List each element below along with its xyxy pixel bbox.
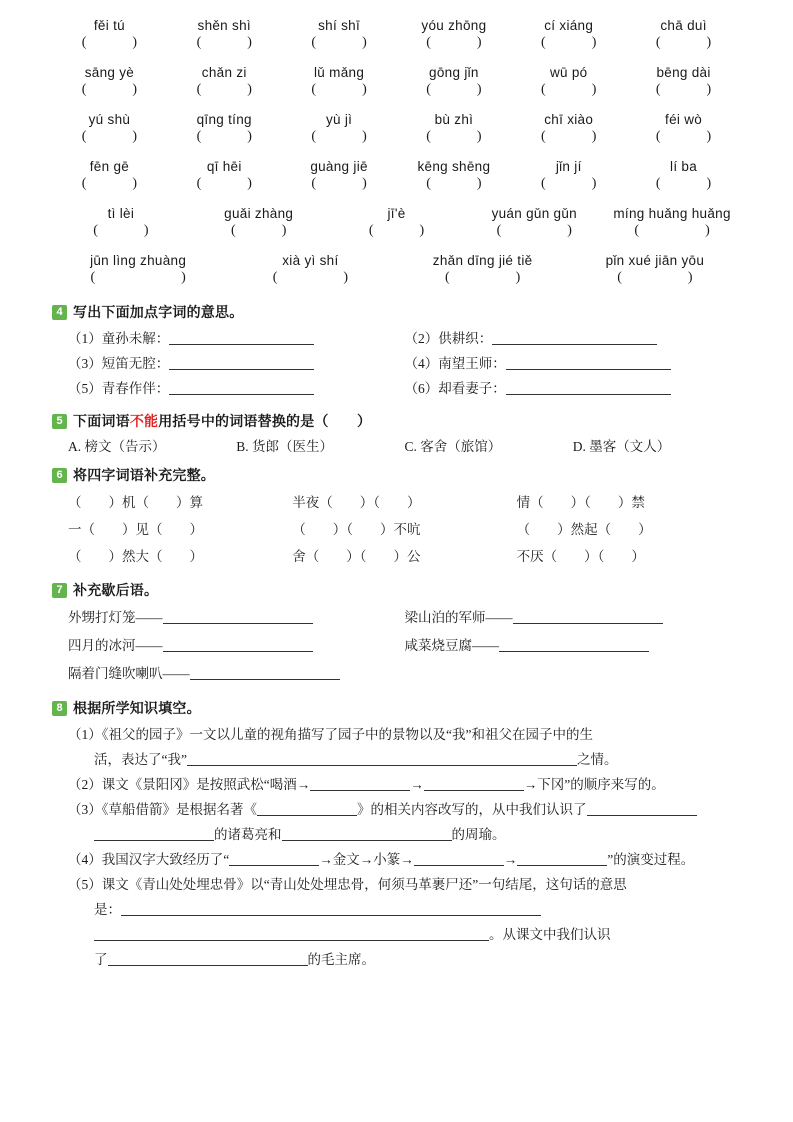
idiom-blank[interactable]: （ ）然大（ ） xyxy=(68,549,203,564)
q8-item-2-text: （2）课文《景阳冈》是按照武松“喝酒→ xyxy=(68,777,311,792)
pinyin-word: chī xiào xyxy=(544,112,594,127)
option-c[interactable]: C. 客舍（旅馆） xyxy=(404,439,502,454)
answer-bracket-row xyxy=(52,81,741,104)
answer-line[interactable] xyxy=(506,379,671,395)
question-6 xyxy=(0,465,793,570)
idiom-blank[interactable]: 情（ ）（ ）禁 xyxy=(516,495,645,510)
q8-item-4-mid2: → xyxy=(503,852,518,867)
pinyin-row xyxy=(52,202,741,222)
question-7-header xyxy=(52,580,741,600)
xiehouyu-item xyxy=(68,660,405,688)
question-number-badge: 7 xyxy=(52,583,67,598)
pinyin-word: féi wò xyxy=(665,112,703,127)
q8-item-5-tail: 的毛主席。 xyxy=(307,952,375,967)
pinyin-row xyxy=(52,14,741,34)
answer-line[interactable] xyxy=(163,608,313,624)
pinyin-row xyxy=(52,249,741,269)
answer-bracket[interactable] xyxy=(52,128,167,151)
pinyin-word: guàng jiē xyxy=(310,159,368,174)
answer-bracket[interactable] xyxy=(282,34,397,57)
q4-item-label: （5）青春作伴： xyxy=(68,381,170,396)
pinyin-word: yú shù xyxy=(88,112,131,127)
pinyin-word: tì lèi xyxy=(107,206,135,221)
q8-item-5-line3 xyxy=(68,922,741,947)
pinyin-word: cí xiáng xyxy=(544,18,594,33)
pinyin-row xyxy=(52,155,741,175)
q4-item xyxy=(405,326,742,351)
question-6-title: 将四字词语补充完整。 xyxy=(73,467,215,483)
answer-line[interactable] xyxy=(499,636,649,652)
question-5-title xyxy=(73,411,371,431)
pinyin-word: yóu zhōng xyxy=(421,18,487,33)
q4-item xyxy=(68,326,405,351)
answer-bracket[interactable] xyxy=(328,222,466,245)
q8-item-1-line1: （1）《祖父的园子》一文以儿童的视角描写了园子中的景物以及“我”和祖父在园子中的生 xyxy=(68,727,593,742)
pinyin-row xyxy=(52,61,741,81)
answer-bracket[interactable] xyxy=(224,269,396,292)
answer-bracket[interactable] xyxy=(52,269,224,292)
pinyin-word: jūn lìng zhuàng xyxy=(90,253,187,268)
pinyin-word: chā duì xyxy=(660,18,707,33)
pinyin-word: qīng tíng xyxy=(196,112,252,127)
question-5-options xyxy=(52,435,741,455)
q8-item-1-line2 xyxy=(68,747,741,772)
answer-line[interactable] xyxy=(587,800,697,816)
question-8 xyxy=(0,698,793,972)
answer-line[interactable] xyxy=(492,329,657,345)
q8-item-5-line4 xyxy=(68,947,741,972)
xiehouyu-item xyxy=(405,604,742,632)
pinyin-word: kēng shēng xyxy=(417,159,491,174)
q8-item-3-line2 xyxy=(68,822,741,847)
q8-item-5-mid: 。从课文中我们认识 xyxy=(489,927,611,942)
answer-bracket[interactable] xyxy=(511,34,626,57)
question-8-body xyxy=(52,722,741,972)
answer-bracket[interactable] xyxy=(282,175,397,198)
xiehouyu-label: 咸菜烧豆腐—— xyxy=(404,638,499,653)
question-number-badge: 8 xyxy=(52,701,67,716)
pinyin-word: bēng dài xyxy=(656,65,711,80)
q8-item-3-text: （3）《草船借箭》是根据名著《 xyxy=(68,802,257,817)
answer-bracket[interactable] xyxy=(167,34,282,57)
q4-item-label: （4）南望王师： xyxy=(404,356,506,371)
answer-line[interactable] xyxy=(517,850,607,866)
pinyin-word: xià yì shí xyxy=(282,253,339,268)
pinyin-word: yù jì xyxy=(325,112,353,127)
q5-title-part1: 下面词语 xyxy=(73,413,130,429)
q8-item-5 xyxy=(68,872,741,972)
pinyin-word: gōng jǐn xyxy=(429,65,479,80)
idiom-row xyxy=(68,543,741,570)
pinyin-word: chǎn zi xyxy=(201,65,247,80)
question-7-title: 补充歇后语。 xyxy=(73,582,159,598)
pinyin-word: guǎi zhàng xyxy=(224,206,294,221)
answer-bracket[interactable] xyxy=(626,34,741,57)
question-7-body xyxy=(52,604,741,688)
xiehouyu-label: 隔着门缝吹喇叭—— xyxy=(68,666,190,681)
answer-bracket[interactable] xyxy=(511,81,626,104)
answer-bracket[interactable] xyxy=(465,222,603,245)
answer-line[interactable] xyxy=(414,850,504,866)
q4-item-label: （1）童孙未解： xyxy=(68,331,170,346)
question-4-header xyxy=(52,302,741,322)
answer-line[interactable] xyxy=(121,900,541,916)
pinyin-word: yuán gǔn gǔn xyxy=(491,206,577,221)
answer-line[interactable] xyxy=(94,925,489,941)
pinyin-word: sāng yè xyxy=(84,65,135,80)
answer-bracket-row xyxy=(52,269,741,292)
answer-line[interactable] xyxy=(229,850,319,866)
q8-item-3-mid2: 的诸葛亮和 xyxy=(214,827,282,842)
answer-bracket[interactable] xyxy=(397,269,569,292)
pinyin-word: shí shī xyxy=(318,18,360,33)
q8-item-4-text: （4）我国汉字大致经历了“ xyxy=(68,852,230,867)
q8-item-3 xyxy=(68,797,741,847)
q8-item-4-tail: ”的演变过程。 xyxy=(607,852,695,867)
idiom-blank[interactable]: 不厌（ ）（ ） xyxy=(516,549,645,564)
answer-line[interactable] xyxy=(169,379,314,395)
answer-bracket[interactable] xyxy=(626,128,741,151)
question-6-body xyxy=(52,489,741,570)
answer-bracket[interactable] xyxy=(626,175,741,198)
xiehouyu-item xyxy=(68,632,405,660)
option-a[interactable]: A. 榜文（告示） xyxy=(68,439,166,454)
xiehouyu-label: 四月的冰河—— xyxy=(68,638,163,653)
answer-bracket-row xyxy=(52,222,741,245)
q8-item-5-line2 xyxy=(68,897,741,922)
idiom-row xyxy=(68,489,741,516)
q5-title-part2: 用括号中的词语替换的是（ ） xyxy=(158,413,372,429)
q8-item-3-tail: 的周瑜。 xyxy=(451,827,506,842)
answer-line[interactable] xyxy=(187,750,577,766)
idiom-blank[interactable]: 半夜（ ）（ ） xyxy=(292,495,421,510)
answer-line[interactable] xyxy=(94,825,214,841)
pinyin-word: míng huǎng huǎng xyxy=(613,206,731,221)
xiehouyu-item xyxy=(68,604,405,632)
pinyin-word: shěn shì xyxy=(197,18,251,33)
question-5 xyxy=(0,411,793,455)
pinyin-word: lí ba xyxy=(670,159,698,174)
q8-item-2-tail: →下冈”的顺序来写的。 xyxy=(523,777,665,792)
q8-item-3-mid: 》的相关内容改写的，从中我们认识了 xyxy=(357,802,587,817)
answer-bracket[interactable] xyxy=(190,222,328,245)
idiom-blank[interactable]: 一（ ）见（ ） xyxy=(68,522,203,537)
q8-item-5-text: 是： xyxy=(94,902,121,917)
question-number-badge: 4 xyxy=(52,305,67,320)
answer-bracket[interactable] xyxy=(603,222,741,245)
idiom-row xyxy=(68,516,741,543)
answer-bracket[interactable] xyxy=(167,81,282,104)
q8-item-4 xyxy=(68,847,741,872)
answer-line[interactable] xyxy=(282,825,452,841)
xiehouyu-label: 外甥打灯笼—— xyxy=(68,610,163,625)
question-4-body xyxy=(52,326,741,401)
pinyin-word: jī'è xyxy=(387,206,406,221)
answer-bracket[interactable] xyxy=(282,128,397,151)
question-5-header xyxy=(52,411,741,431)
question-4-row xyxy=(68,376,741,401)
pinyin-word: qī hēi xyxy=(206,159,242,174)
answer-line[interactable] xyxy=(108,950,308,966)
question-6-header xyxy=(52,465,741,485)
answer-bracket[interactable] xyxy=(511,175,626,198)
pinyin-word: zhǎn dīng jié tiě xyxy=(432,253,533,268)
question-number-badge: 6 xyxy=(52,468,67,483)
answer-bracket[interactable] xyxy=(167,175,282,198)
answer-bracket[interactable] xyxy=(52,81,167,104)
answer-bracket[interactable] xyxy=(569,269,741,292)
q4-item-label: （6）却看妻子： xyxy=(404,381,506,396)
option-d[interactable]: D. 墨客（文人） xyxy=(572,439,671,454)
q8-item-1-tail: 之情。 xyxy=(576,752,618,767)
answer-line[interactable] xyxy=(190,664,340,680)
q8-item-2-sep: → xyxy=(410,777,424,792)
answer-bracket[interactable] xyxy=(396,175,511,198)
answer-bracket[interactable] xyxy=(396,128,511,151)
q8-item-5-line1: （5）课文《青山处处埋忠骨》以“青山处处埋忠骨，何须马革裹尸还”一句结尾，这句话的意思 xyxy=(68,877,627,892)
question-8-header xyxy=(52,698,741,718)
pinyin-word: jǐn jí xyxy=(555,159,582,174)
xiehouyu-label: 梁山泊的军师—— xyxy=(404,610,513,625)
option-b[interactable]: B. 货郎（医生） xyxy=(236,439,334,454)
pinyin-practice-section xyxy=(0,0,793,292)
answer-line[interactable] xyxy=(169,354,314,370)
answer-line[interactable] xyxy=(163,636,313,652)
xiehouyu-item xyxy=(405,632,742,660)
answer-bracket[interactable] xyxy=(626,81,741,104)
q4-item xyxy=(405,376,742,401)
answer-line[interactable] xyxy=(310,775,410,791)
answer-bracket[interactable] xyxy=(52,175,167,198)
answer-line[interactable] xyxy=(513,608,663,624)
idiom-blank[interactable]: （ ）然起（ ） xyxy=(516,522,652,537)
q8-item-2 xyxy=(68,772,741,797)
q8-item-1-text: 活，表达了“我” xyxy=(94,752,187,767)
q5-title-emphasis: 不能 xyxy=(129,413,159,429)
q8-item-4-mid: →金文→小篆→ xyxy=(319,852,414,867)
answer-bracket[interactable] xyxy=(52,222,190,245)
answer-line[interactable] xyxy=(506,354,671,370)
answer-line[interactable] xyxy=(424,775,524,791)
pinyin-row xyxy=(52,108,741,128)
answer-bracket[interactable] xyxy=(396,34,511,57)
question-number-badge: 5 xyxy=(52,414,67,429)
xiehouyu-row xyxy=(68,604,741,632)
pinyin-word: lǔ mǎng xyxy=(314,65,365,80)
question-4 xyxy=(0,302,793,401)
pinyin-word: bù zhì xyxy=(434,112,474,127)
question-7 xyxy=(0,580,793,688)
q4-item-label: （2）供耕织： xyxy=(404,331,493,346)
pinyin-word: wū pó xyxy=(549,65,588,80)
pinyin-word: fěi tú xyxy=(93,18,125,33)
q4-item-label: （3）短笛无腔： xyxy=(68,356,170,371)
xiehouyu-row xyxy=(68,660,741,688)
q8-item-5-text2: 了 xyxy=(94,952,108,967)
answer-bracket[interactable] xyxy=(511,128,626,151)
question-4-row xyxy=(68,326,741,351)
answer-line[interactable] xyxy=(169,329,314,345)
idiom-blank[interactable]: （ ）（ ）不吭 xyxy=(292,522,421,537)
question-8-title: 根据所学知识填空。 xyxy=(73,700,201,716)
q4-item xyxy=(68,351,405,376)
answer-bracket[interactable] xyxy=(167,128,282,151)
answer-line[interactable] xyxy=(257,800,357,816)
answer-bracket-row xyxy=(52,34,741,57)
question-4-title: 写出下面加点字词的意思。 xyxy=(73,304,244,320)
q8-item-1 xyxy=(68,722,741,772)
idiom-blank[interactable]: 舍（ ）（ ）公 xyxy=(292,549,421,564)
answer-bracket[interactable] xyxy=(396,81,511,104)
q4-item xyxy=(68,376,405,401)
answer-bracket[interactable] xyxy=(282,81,397,104)
question-4-row xyxy=(68,351,741,376)
answer-bracket-row xyxy=(52,175,741,198)
pinyin-word: pǐn xué jiān yōu xyxy=(605,253,705,268)
answer-bracket-row xyxy=(52,128,741,151)
pinyin-word: fēn gē xyxy=(89,159,130,174)
answer-bracket[interactable] xyxy=(52,34,167,57)
idiom-blank[interactable]: （ ）机（ ）算 xyxy=(68,495,203,510)
q4-item xyxy=(405,351,742,376)
xiehouyu-row xyxy=(68,632,741,660)
